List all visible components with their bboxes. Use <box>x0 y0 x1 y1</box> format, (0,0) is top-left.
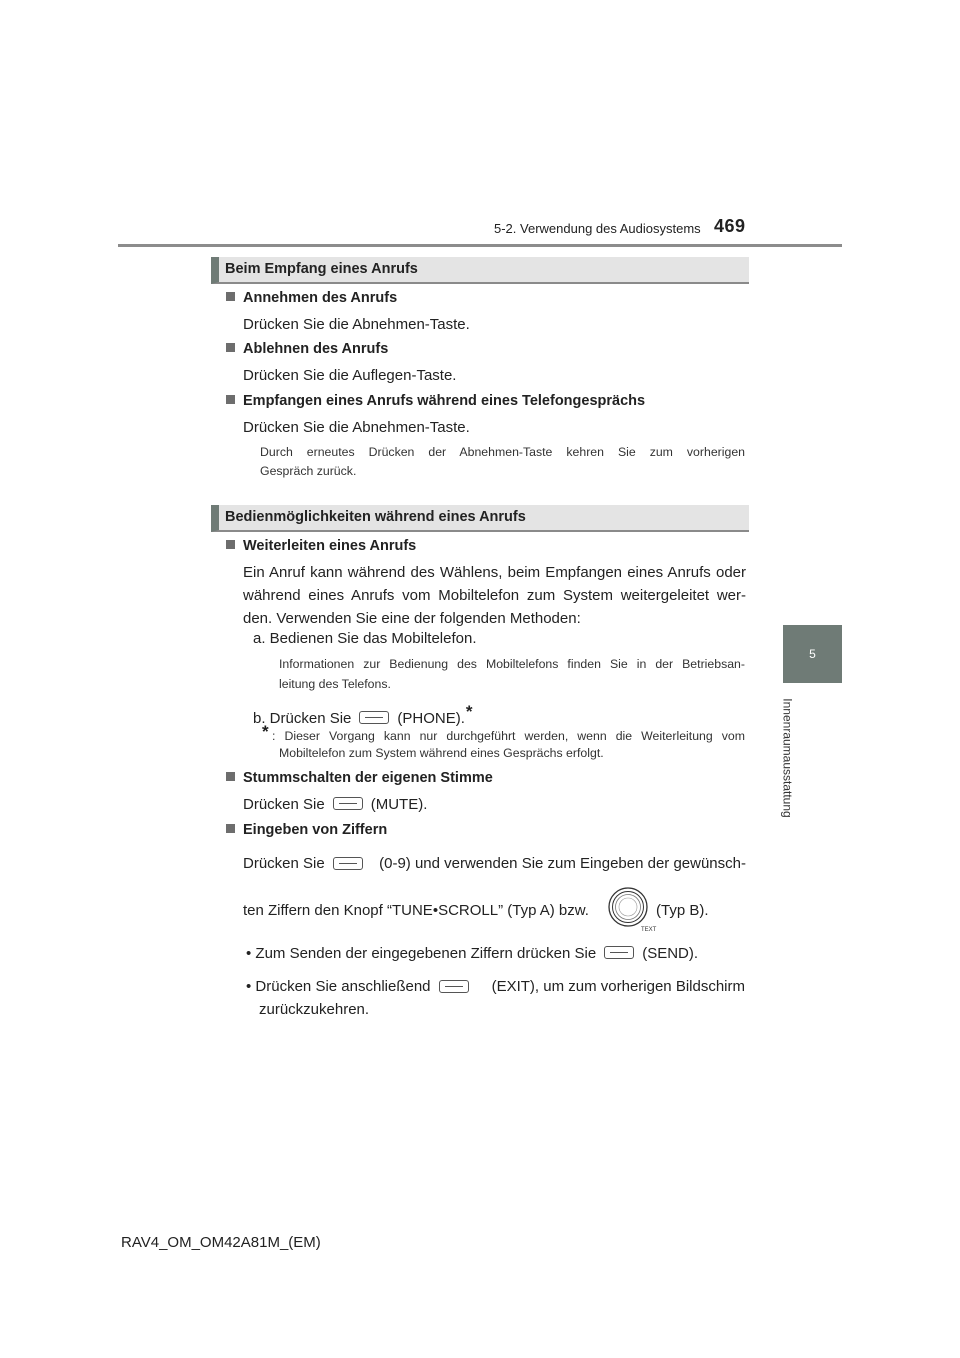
square-bullet-icon <box>226 292 235 301</box>
heading-answer-call <box>226 290 397 306</box>
send-screen-button-icon <box>604 946 634 959</box>
heading-reject-call <box>226 341 388 357</box>
footnote-star: * <box>262 722 269 741</box>
heading-text: Stummschalten der eigenen Stimme <box>243 770 493 786</box>
mute-text: (MUTE). <box>370 796 428 813</box>
heading-call-waiting <box>226 393 645 409</box>
running-header: 5-2. Verwendung des Audiosystems <box>494 221 701 236</box>
body-line: während eines Anrufs vom Mobiltelefon zum System weitergeleitet wer- <box>243 587 746 604</box>
header-rule <box>118 244 842 247</box>
heading-enter-digits <box>226 822 387 838</box>
section-title-during-call: Bedienmöglichkeiten während eines Anrufs <box>211 505 749 532</box>
digits-line-1 <box>243 855 746 872</box>
square-bullet-icon <box>226 540 235 549</box>
document-code-footer: RAV4_OM_OM42A81M_(EM) <box>121 1234 321 1251</box>
option-a: a. Bedienen Sie das Mobiltelefon. <box>253 630 477 647</box>
option-b-text: b. Drücken Sie <box>253 710 352 727</box>
page-number: 469 <box>714 216 746 236</box>
bullet-send <box>246 945 698 962</box>
heading-text: Eingeben von Ziffern <box>243 822 388 838</box>
exit-screen-button-icon <box>439 980 469 993</box>
section-title-incoming-call: Beim Empfang eines Anrufs <box>211 257 749 284</box>
body-text: Drücken Sie die Abnehmen-Taste. <box>243 316 470 333</box>
square-bullet-icon <box>226 343 235 352</box>
body-text: Drücken Sie die Auflegen-Taste. <box>243 367 457 384</box>
chapter-tab[interactable] <box>783 625 842 683</box>
option-a-note: Informationen zur Bedienung des Mobiltelefons finden Sie in der Betriebsan- <box>279 657 745 671</box>
chapter-label <box>768 690 808 825</box>
mute-text: Drücken Sie <box>243 796 325 813</box>
footnote-line: : Dieser Vorgang kann nur durchgeführt werden, wenn die Weiterleitung vom <box>272 729 745 743</box>
phone-screen-button-icon <box>359 711 389 724</box>
body-text: Drücken Sie die Abnehmen-Taste. <box>243 419 470 436</box>
bullet-text: • Zum Senden der eingegebenen Ziffern drücken Sie <box>246 945 597 962</box>
knob-label: TEXT <box>641 927 657 933</box>
heading-text: Ablehnen des Anrufs <box>243 341 389 357</box>
option-a-note: leitung des Telefons. <box>279 677 391 691</box>
digits-text: (0-9) und verwenden Sie zum Eingeben der gewünsch- <box>379 855 746 872</box>
note-line: Gespräch zurück. <box>260 464 357 478</box>
digits-line-2-suffix: (Typ B). <box>656 902 709 919</box>
digits-screen-button-icon <box>333 857 363 870</box>
tune-knob-icon <box>605 885 657 933</box>
square-bullet-icon <box>226 772 235 781</box>
option-b-text: (PHONE). <box>397 710 465 727</box>
bullet-text: (SEND). <box>642 945 699 962</box>
footnote-line: Mobiltelefon zum System während eines Gesprächs erfolgt. <box>279 746 604 760</box>
digits-line-2: ten Ziffern den Knopf “TUNE•SCROLL” (Typ A) bzw. <box>243 902 589 919</box>
option-b <box>253 702 473 727</box>
body-line: Ein Anruf kann während des Wählens, beim Empfangen eines Anrufs oder <box>243 564 746 581</box>
bullet-text: • Drücken Sie anschließend <box>246 978 431 995</box>
heading-text: Weiterleiten eines Anrufs <box>243 538 417 554</box>
heading-text: Empfangen eines Anrufs während eines Telefongesprächs <box>243 393 646 409</box>
heading-mute <box>226 770 493 786</box>
heading-forward-call <box>226 538 416 554</box>
mute-instruction <box>243 796 427 813</box>
heading-text: Annehmen des Anrufs <box>243 290 398 306</box>
chapter-label-text: Innenraumausstattung <box>781 697 796 818</box>
bullet-exit <box>246 978 745 995</box>
mute-screen-button-icon <box>333 797 363 810</box>
bullet-text: (EXIT), um zum vorherigen Bildschirm <box>491 978 745 995</box>
bullet-exit-line-2: zurückzukehren. <box>259 1001 370 1018</box>
note-line: Durch erneutes Drücken der Abnehmen-Taste kehren Sie zum vorherigen <box>260 445 745 459</box>
body-line: den. Verwenden Sie eine der folgenden Methoden: <box>243 610 581 627</box>
chapter-number: 5 <box>809 647 816 661</box>
footnote-mark: * <box>465 702 473 721</box>
square-bullet-icon <box>226 395 235 404</box>
digits-text: Drücken Sie <box>243 855 325 872</box>
square-bullet-icon <box>226 824 235 833</box>
